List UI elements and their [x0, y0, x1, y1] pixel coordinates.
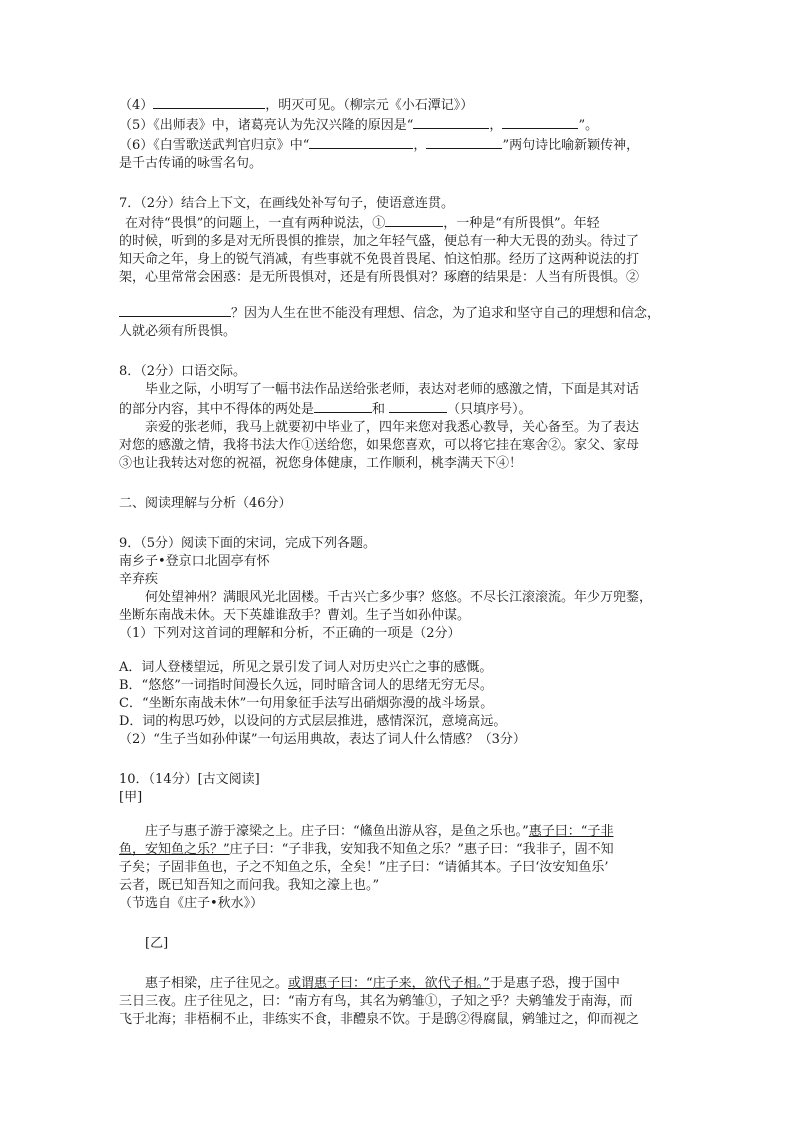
q7-header: 7．（2分）结合上下文，在画线处补写句子，使语意连贯。	[119, 196, 455, 211]
q7-text: ，一种是“有所畏惧”。年轻	[443, 216, 600, 231]
answer-blank[interactable]	[389, 399, 447, 413]
q7-text: ？因为人生在世不能没有理想、信念，为了追求和坚守自己的理想和信念，	[231, 306, 661, 321]
q7-text: 在对待“畏惧”的问题上，一直有两种说法，①	[125, 216, 386, 231]
passage-jia-line: 子矣；子固非鱼也，子之不知鱼之乐，全矣！”庄子曰：“请循其本。子曰‘汝安知鱼乐’	[119, 860, 609, 875]
option-c[interactable]: C．“坐断东南战未休”一句用象征手法写出硝烟弥漫的战斗场景。	[119, 696, 494, 711]
option-b[interactable]: B．“悠悠”一词指时间漫长久远，同时暗含词人的思绪无穷无尽。	[119, 678, 493, 693]
q9-sub-question-2: （2）“生子当如孙仲谋”一句运用典故，表达了词人什么情感？（3分）	[119, 732, 526, 747]
q6-item-5	[119, 115, 679, 135]
q7-para-line: 人就必须有所畏惧。	[119, 324, 237, 339]
q8-para-line: ③也让我转达对您的祝福，祝您身体健康，工作顺利，桃李满天下④！	[119, 456, 523, 471]
q6-item-6-prefix: （6）《白雪歌送武判官归京》中“	[119, 138, 310, 153]
passage-jia-line: 云者，既已知吾知之而问我。我知之濠上也。”	[119, 878, 380, 893]
q7-para-line: 知天命之年，身上的锐气消减，有些事就不免畏首畏尾、怕这怕那。经历了这两种说法的打	[119, 252, 640, 267]
passage-yi-line	[119, 975, 679, 993]
q6-item-4	[119, 95, 679, 115]
q6-item-4-suffix: ，明灭可见。（柳宗元《小石潭记》）	[265, 98, 474, 113]
q6-item-6-cont: 是千古传诵的咏雪名句。	[119, 156, 263, 171]
q6-item-5-mid: ，	[489, 118, 503, 133]
passage-yi-line: 三日三夜。庄子往见之，曰：“南方有鸟，其名为鹓雏①，子知之乎？夫鹓雏发于南海，而	[119, 994, 633, 1009]
q7-para-line: 架，心里常常会困惑：是无所畏惧对，还是有所畏惧对？琢磨的结果是：人当有所畏惧。②	[119, 270, 640, 285]
passage-text: 于是惠子恐，搜于国中	[489, 976, 620, 991]
passage-jia-line	[119, 841, 679, 859]
q6-item-5-prefix: （5）《出师表》中，诸葛亮认为先汉兴隆的原因是“	[119, 118, 414, 133]
q8-text: （只填序号）。	[447, 402, 532, 417]
q8-para-line: 亲爱的张老师，我马上就要初中毕业了，四年来您对我悉心教导，关心备至。为了表达	[145, 420, 640, 435]
answer-blank[interactable]	[426, 135, 502, 149]
q6-item-6	[119, 135, 679, 155]
answer-blank[interactable]	[119, 303, 231, 317]
poem-title: 南乡子•登京口北固亭有怀	[119, 554, 270, 569]
passage-label-jia: [甲]	[119, 790, 143, 805]
passage-jia-line	[119, 823, 679, 841]
passage-text: 庄子与惠子游于濠梁之上。庄子曰：“鯈鱼出游从容，是鱼之乐也。”	[145, 824, 529, 839]
answer-blank[interactable]	[413, 115, 489, 129]
q7-para-line	[119, 303, 679, 323]
q9-sub-question-1: （1）下列对这首词的理解和分析，不正确的一项是（2分）	[119, 626, 461, 641]
passage-text: 庄子曰：“子非我，安知我不知鱼之乐？”惠子曰：“我非子，固不知	[229, 842, 614, 857]
option-d[interactable]: D．词的构思巧妙，以设问的方式层层推进，感情深沉，意境高远。	[119, 714, 507, 729]
q8-text: 的部分内容，其中不得体的两处是	[119, 402, 315, 417]
poem-line: 坐断东南战未休。天下英雄谁敌手？曹刘。生子当如孙仲谋。	[119, 608, 471, 623]
passage-label-yi: [乙]	[145, 936, 169, 951]
answer-blank[interactable]	[502, 115, 578, 129]
passage-source: （节选自《庄子•秋水》）	[119, 896, 264, 911]
q9-header: 9．（5分）阅读下面的宋词，完成下列各题。	[119, 536, 377, 551]
q8-text: 和	[372, 402, 386, 417]
answer-blank[interactable]	[309, 135, 413, 149]
underlined-text: 鱼，安知鱼之乐？”	[119, 842, 230, 857]
q7-para-line: 的时候，听到的多是对无所畏惧的推崇，加之年轻气盛，便总有一种大无畏的劲头。待过了	[119, 234, 640, 249]
answer-blank[interactable]	[314, 399, 372, 413]
q8-para-line: 对您的感激之情，我将书法大作①送给您，如果您喜欢，可以将它挂在寒舍②。家父、家母	[119, 438, 640, 453]
q6-item-5-suffix: ”。	[578, 118, 599, 133]
option-a[interactable]: A．词人登楼望远，所见之景引发了词人对历史兴亡之事的感慨。	[119, 660, 493, 675]
underlined-text: 惠子曰：“子非	[528, 824, 614, 839]
answer-blank[interactable]	[385, 213, 443, 227]
passage-yi-line: 飞于北海；非梧桐不止，非练实不食，非醴泉不饮。于是鸱②得腐鼠，鹓雏过之，仰而视之	[119, 1012, 640, 1027]
q6-item-4-prefix: （4）	[119, 98, 154, 113]
q8-header: 8．（2分）口语交际。	[119, 364, 247, 379]
q7-para-line	[119, 213, 679, 233]
passage-text: 惠子相梁，庄子往见之。	[145, 976, 289, 991]
q6-item-6-suffix: ”两句诗比喻新颖传神，	[502, 138, 640, 153]
underlined-text: 或谓惠子曰：“庄子来，欲代子相。”	[288, 976, 490, 991]
poem-line: 何处望神州？满眼风光北固楼。千古兴亡多少事？悠悠。不尽长江滚滚流。年少万兜鍪，	[145, 590, 653, 605]
q8-para-line: 毕业之际，小明写了一幅书法作品送给张老师，表达对老师的感激之情，下面是其对话	[145, 382, 640, 397]
q6-item-6-mid: ，	[413, 138, 427, 153]
q10-header: 10．（14分）[古文阅读]	[119, 772, 260, 787]
exam-page	[119, 95, 679, 1029]
answer-blank[interactable]	[153, 95, 265, 109]
section-title: 二、阅读理解与分析（46分）	[119, 496, 292, 511]
poem-author: 辛弃疾	[119, 572, 159, 587]
q8-para-line	[119, 399, 679, 419]
